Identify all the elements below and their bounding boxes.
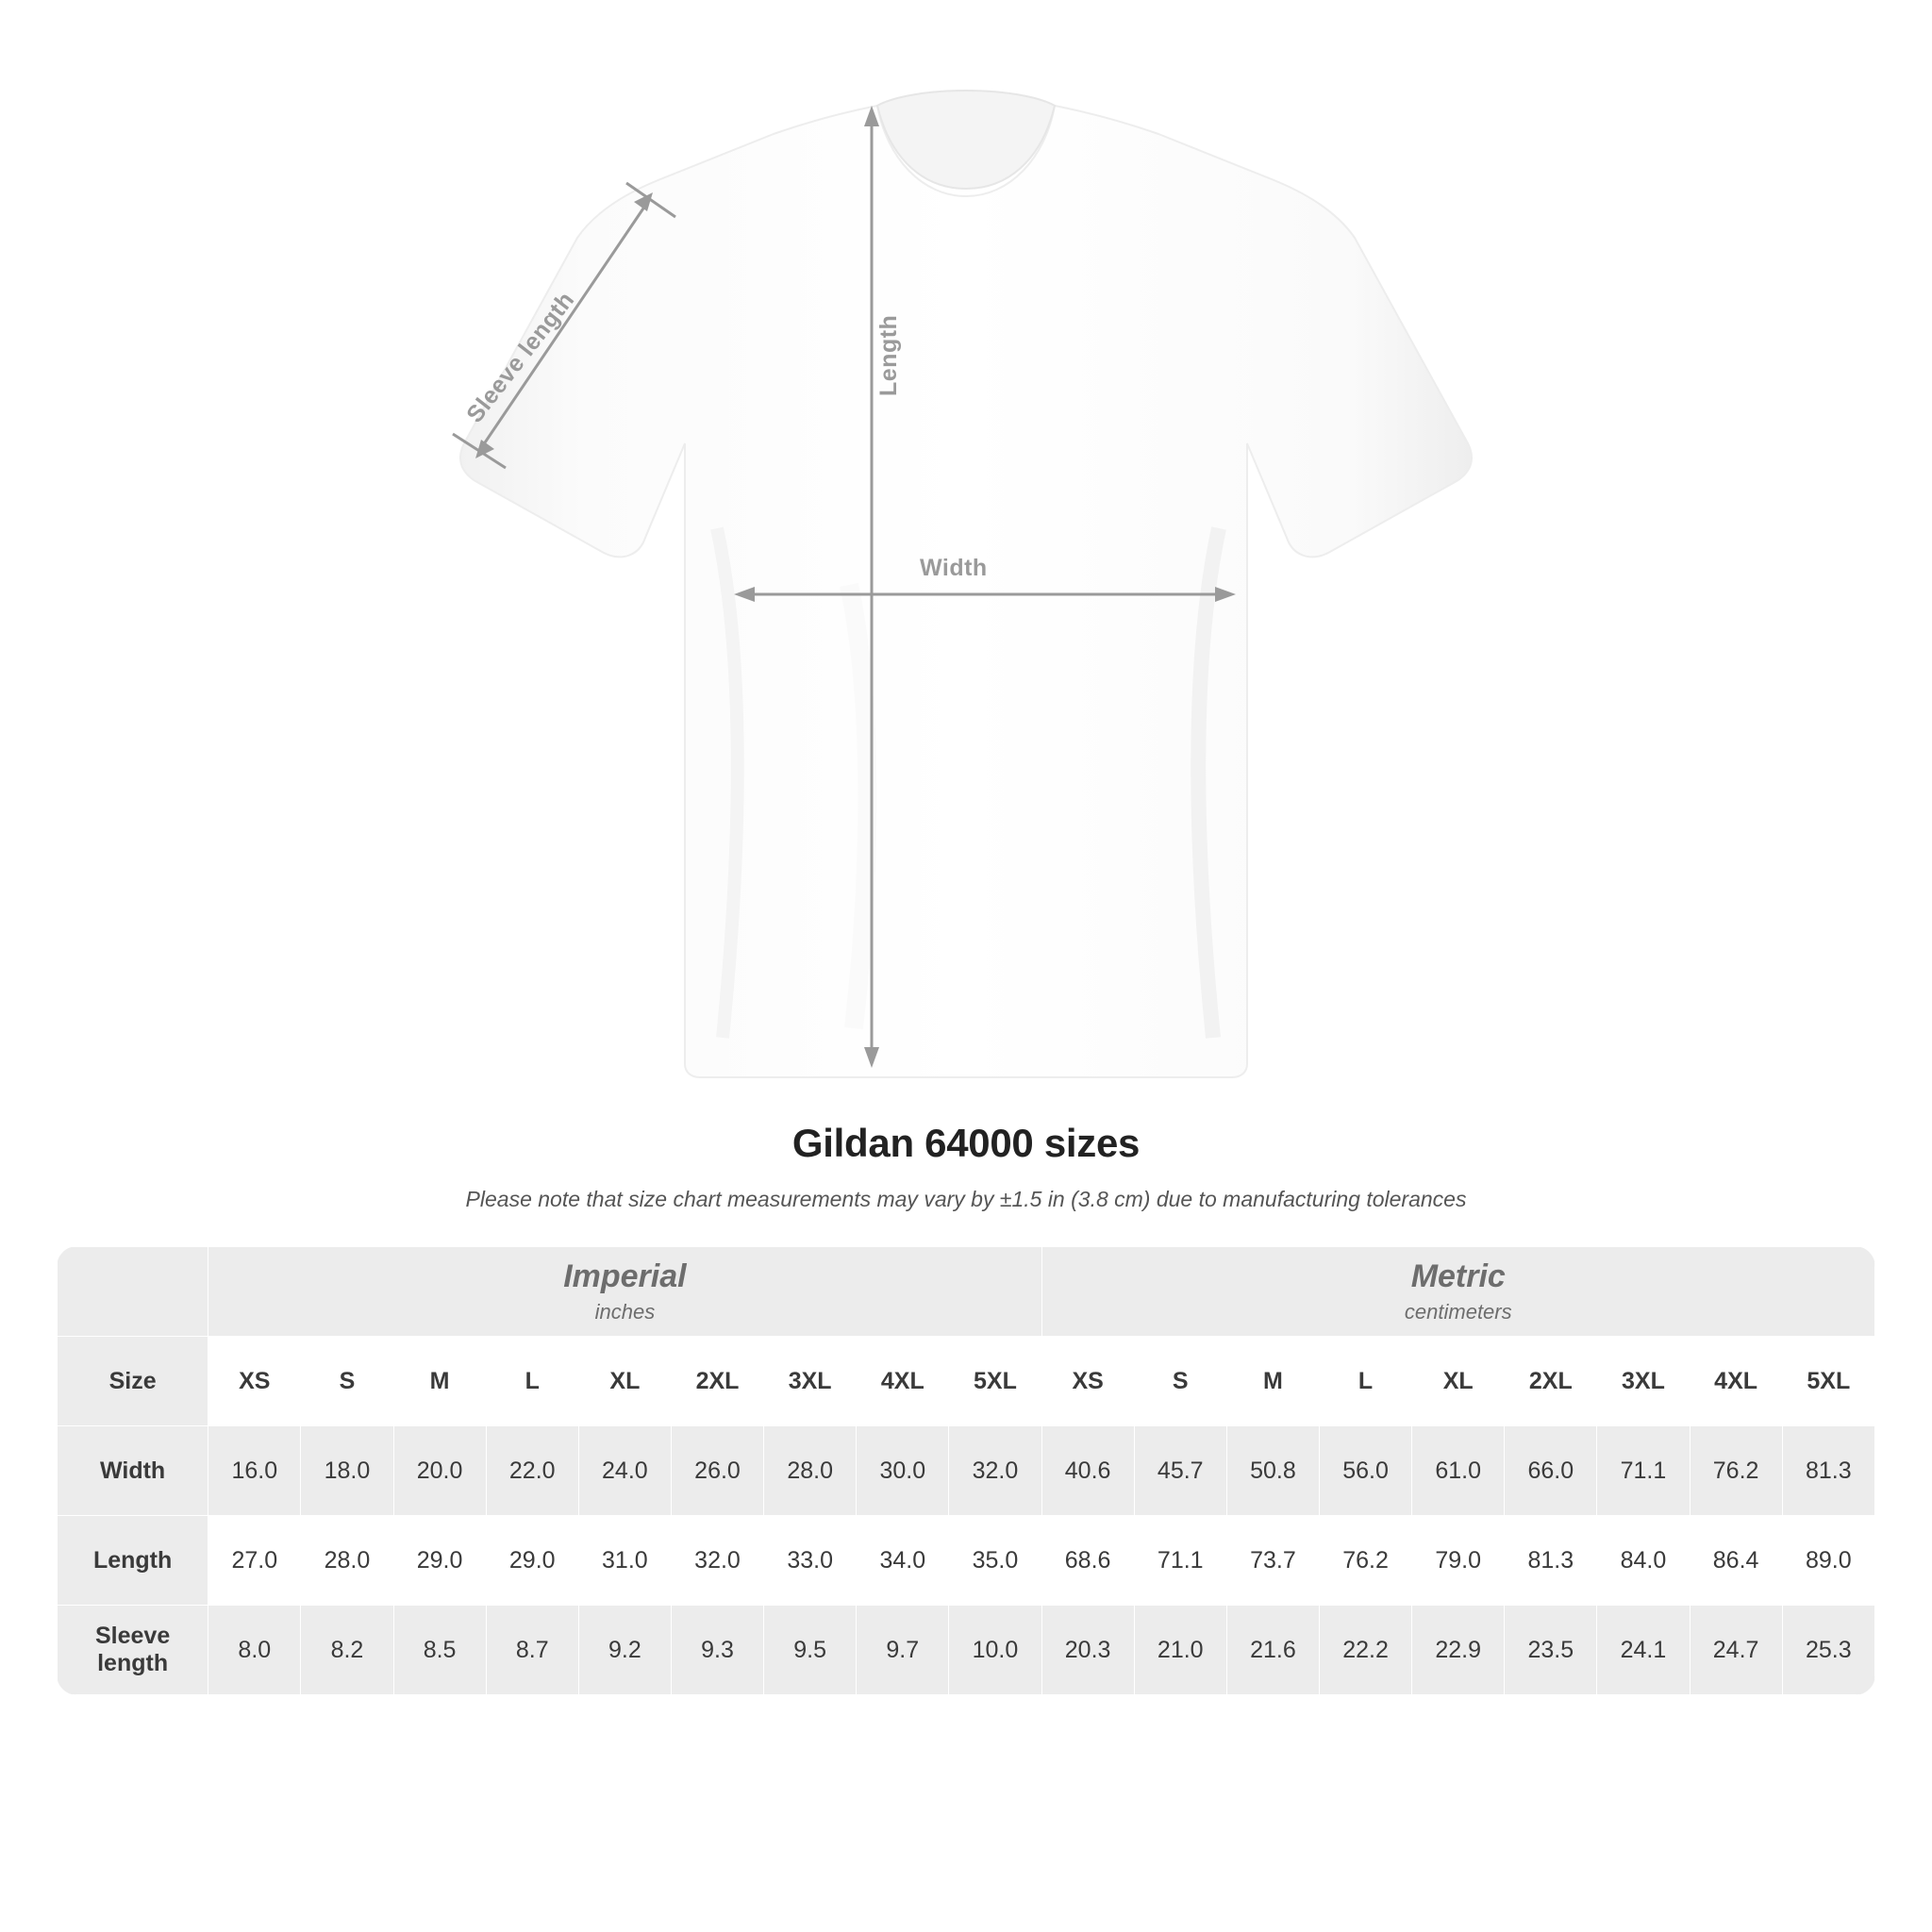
measurement-cell: 21.6 — [1226, 1606, 1319, 1695]
measurement-cell: 84.0 — [1597, 1516, 1690, 1606]
size-column-header: 4XL — [857, 1337, 949, 1426]
measurement-cell: 35.0 — [949, 1516, 1041, 1606]
measurement-cell: 28.0 — [301, 1516, 393, 1606]
measurement-row-label: Sleeve length — [58, 1606, 208, 1695]
unit-header-row — [58, 1247, 1875, 1337]
measurement-cell: 89.0 — [1782, 1516, 1874, 1606]
measurement-cell: 24.7 — [1690, 1606, 1782, 1695]
measurement-cell: 24.1 — [1597, 1606, 1690, 1695]
size-column-header: S — [1134, 1337, 1226, 1426]
measurement-cell: 27.0 — [208, 1516, 301, 1606]
measurement-cell: 76.2 — [1690, 1426, 1782, 1516]
measurement-cell: 22.9 — [1412, 1606, 1505, 1695]
size-column-header: L — [1319, 1337, 1411, 1426]
unit-group-name: Imperial — [563, 1258, 687, 1295]
measurement-note: Please note that size chart measurements may vary by ±1.5 in (3.8 cm) due to manufacturing tolerances — [465, 1187, 1467, 1211]
measurement-cell: 71.1 — [1134, 1516, 1226, 1606]
measurement-cell: 73.7 — [1226, 1516, 1319, 1606]
measurement-cell: 16.0 — [208, 1426, 301, 1516]
table-row — [58, 1516, 1875, 1606]
measurement-cell: 9.3 — [671, 1606, 763, 1695]
measurement-row-label: Length — [58, 1516, 208, 1606]
measurement-cell: 79.0 — [1412, 1516, 1505, 1606]
measurement-cell: 34.0 — [857, 1516, 949, 1606]
measurement-cell: 8.0 — [208, 1606, 301, 1695]
unit-group-header — [1041, 1247, 1874, 1337]
size-column-header: S — [301, 1337, 393, 1426]
measurement-cell: 23.5 — [1505, 1606, 1597, 1695]
measurement-cell: 10.0 — [949, 1606, 1041, 1695]
size-column-header: L — [486, 1337, 578, 1426]
size-row-label: Size — [58, 1337, 208, 1426]
size-table — [57, 1246, 1875, 1695]
measurement-cell: 20.3 — [1041, 1606, 1134, 1695]
size-column-header: 3XL — [764, 1337, 857, 1426]
measurement-cell: 9.7 — [857, 1606, 949, 1695]
width-dimension-label: Width — [920, 555, 988, 581]
size-column-header: M — [393, 1337, 486, 1426]
unit-group-subtitle: inches — [594, 1299, 656, 1324]
page-title: Gildan 64000 sizes — [791, 1121, 1141, 1165]
size-column-header: XL — [1412, 1337, 1505, 1426]
table-corner-cell — [58, 1247, 208, 1337]
measurement-cell: 20.0 — [393, 1426, 486, 1516]
measurement-cell: 28.0 — [764, 1426, 857, 1516]
size-column-header: 2XL — [671, 1337, 763, 1426]
measurement-cell: 25.3 — [1782, 1606, 1874, 1695]
size-column-header: 3XL — [1597, 1337, 1690, 1426]
measurement-cell: 76.2 — [1319, 1516, 1411, 1606]
size-column-header: 4XL — [1690, 1337, 1782, 1426]
measurement-cell: 45.7 — [1134, 1426, 1226, 1516]
sleeve-length-dimension-label: Sleeve length — [461, 287, 580, 428]
measurement-cell: 22.2 — [1319, 1606, 1411, 1695]
measurement-cell: 56.0 — [1319, 1426, 1411, 1516]
measurement-cell: 9.5 — [764, 1606, 857, 1695]
measurement-cell: 29.0 — [393, 1516, 486, 1606]
size-column-header: 5XL — [1782, 1337, 1874, 1426]
table-row — [58, 1426, 1875, 1516]
unit-group-name: Metric — [1410, 1258, 1506, 1295]
measurement-cell: 8.5 — [393, 1606, 486, 1695]
measurement-cell: 21.0 — [1134, 1606, 1226, 1695]
unit-group-subtitle: centimeters — [1404, 1299, 1512, 1324]
size-column-header: XS — [1041, 1337, 1134, 1426]
measurement-cell: 68.6 — [1041, 1516, 1134, 1606]
size-column-header: 5XL — [949, 1337, 1041, 1426]
title-block — [0, 1121, 1932, 1212]
measurement-cell: 24.0 — [578, 1426, 671, 1516]
size-table-wrapper — [57, 1246, 1875, 1695]
measurement-cell: 50.8 — [1226, 1426, 1319, 1516]
measurement-cell: 71.1 — [1597, 1426, 1690, 1516]
length-dimension-label: Length — [875, 314, 902, 396]
measurement-cell: 18.0 — [301, 1426, 393, 1516]
measurement-cell: 81.3 — [1505, 1516, 1597, 1606]
measurement-cell: 32.0 — [949, 1426, 1041, 1516]
measurement-cell: 33.0 — [764, 1516, 857, 1606]
size-column-header: XL — [578, 1337, 671, 1426]
size-column-header: XS — [208, 1337, 301, 1426]
measurement-cell: 8.7 — [486, 1606, 578, 1695]
measurement-cell: 31.0 — [578, 1516, 671, 1606]
size-column-header: M — [1226, 1337, 1319, 1426]
unit-group-header — [208, 1247, 1041, 1337]
measurement-cell: 29.0 — [486, 1516, 578, 1606]
measurement-row-label: Width — [58, 1426, 208, 1516]
measurement-cell: 40.6 — [1041, 1426, 1134, 1516]
measurement-cell: 32.0 — [671, 1516, 763, 1606]
measurement-cell: 8.2 — [301, 1606, 393, 1695]
measurement-cell: 61.0 — [1412, 1426, 1505, 1516]
shirt-body — [460, 106, 1472, 1077]
measurement-cell: 9.2 — [578, 1606, 671, 1695]
measurement-cell: 86.4 — [1690, 1516, 1782, 1606]
table-row — [58, 1606, 1875, 1695]
measurement-cell: 26.0 — [671, 1426, 763, 1516]
size-column-header: 2XL — [1505, 1337, 1597, 1426]
size-header-row — [58, 1337, 1875, 1426]
measurement-cell: 81.3 — [1782, 1426, 1874, 1516]
measurement-cell: 30.0 — [857, 1426, 949, 1516]
measurement-cell: 22.0 — [486, 1426, 578, 1516]
measurement-cell: 66.0 — [1505, 1426, 1597, 1516]
